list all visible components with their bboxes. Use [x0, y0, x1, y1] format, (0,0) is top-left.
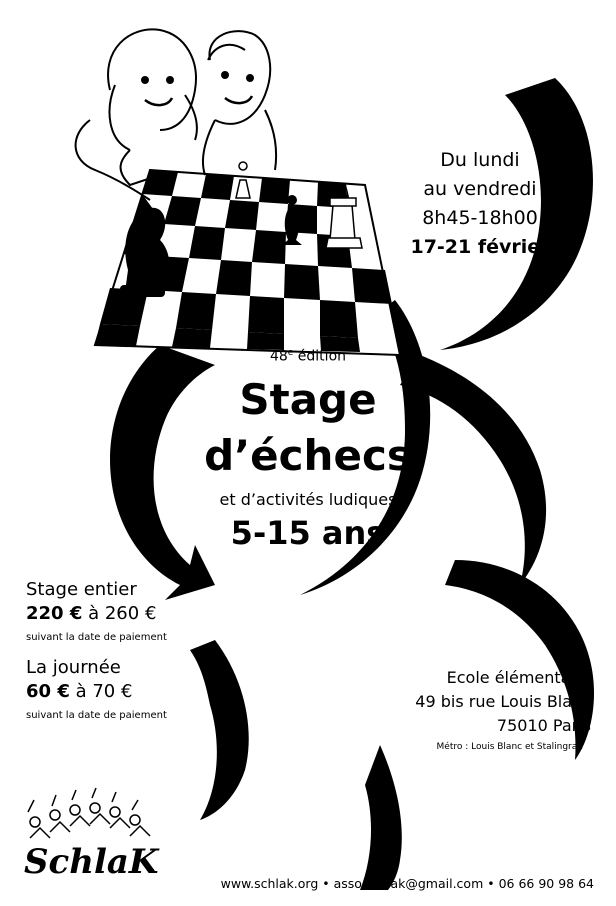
price-low: 60 € [26, 681, 70, 702]
price-block-day [26, 656, 167, 728]
dates-block [390, 146, 570, 262]
address-name: Ecole élémentaire [446, 668, 591, 687]
edition-number: 48 [269, 348, 288, 365]
price-low: 220 € [26, 603, 83, 624]
price-block-full [26, 578, 167, 650]
dates-hours: 8h45-18h00 [422, 207, 538, 229]
age-range: 5-15 ans [230, 514, 386, 552]
address-block [360, 666, 591, 738]
price-note: suivant la date de paiement [26, 632, 167, 643]
schlak-logo: SchlaK [24, 842, 159, 882]
subtitle: et d’activités ludiques [219, 490, 397, 509]
metro-info: Métro : Louis Blanc et Stalingrad [436, 742, 583, 752]
edition-suffix: e [287, 348, 294, 358]
address-street: 49 bis rue Louis Blanc [415, 692, 591, 711]
price-note: suivant la date de paiement [26, 710, 167, 721]
dates-line1: Du lundi [440, 149, 520, 171]
edition-label [0, 348, 616, 365]
price-range [26, 680, 167, 704]
price-high: 260 € [104, 603, 157, 624]
price-label: La journée [26, 657, 121, 678]
price-range [26, 602, 167, 626]
schlak-logo-figures [28, 788, 150, 838]
title-line1: Stage [239, 375, 377, 424]
price-sep: à [69, 681, 93, 702]
edition-word: édition [297, 348, 347, 365]
footer-contact: www.schlak.org • asso.schlak@gmail.com • 06 66 90 98 64 [220, 876, 594, 891]
price-label: Stage entier [26, 579, 137, 600]
title-line2: d’échecs [204, 431, 412, 480]
price-sep: à [82, 603, 105, 624]
dates-range: 17-21 février [410, 236, 550, 258]
price-high: 70 € [92, 681, 133, 702]
dates-line2: au vendredi [423, 178, 537, 200]
address-city: 75010 Paris [496, 716, 591, 735]
